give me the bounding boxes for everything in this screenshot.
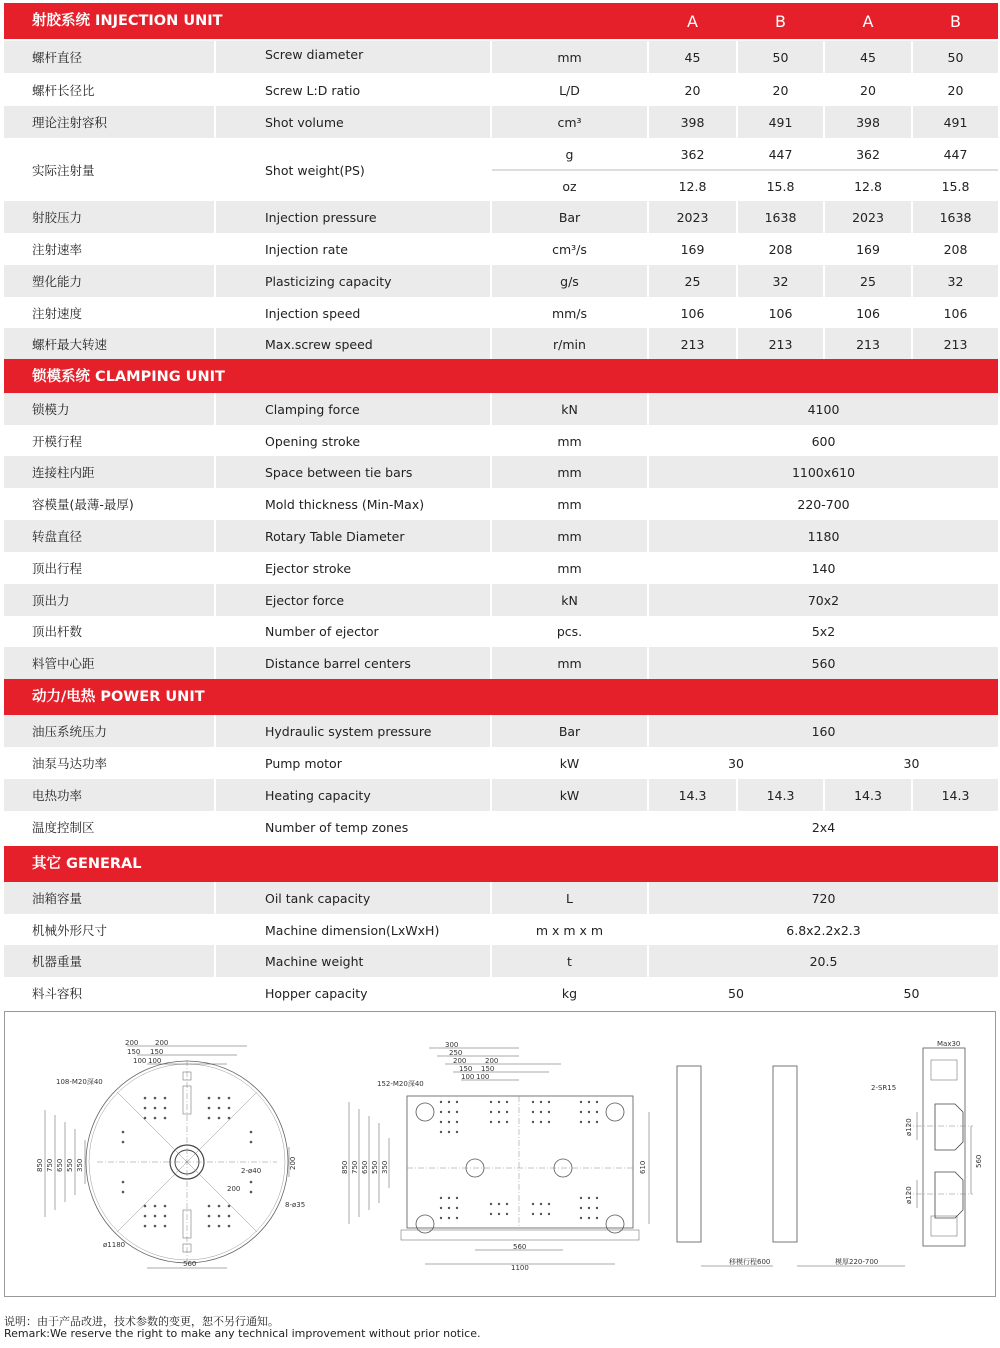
dim-label: ø1180 [103,1241,126,1249]
param-cn: 油箱容量 [32,891,83,906]
table-row [4,297,998,329]
value: 30 [728,755,744,771]
param-cn: 转盘直径 [32,529,83,544]
table-row [4,488,998,520]
table-row [4,584,998,616]
value: 169 [680,241,705,257]
value: 447 [943,146,968,162]
param-en: Injection rate [265,241,348,257]
value: 2x4 [811,819,836,835]
table-row [4,201,998,233]
value: 362 [680,146,705,162]
value: 14.3 [941,787,970,803]
value: 14.3 [766,787,795,803]
table-row [4,328,998,360]
value: 106 [680,305,705,321]
dim-label: 150 [481,1065,495,1073]
dim-label: 200 [227,1185,241,1193]
value: 213 [856,336,880,352]
value: 2023 [676,209,709,225]
value: 560 [811,655,836,671]
table-row [4,747,998,779]
dim-label: 100 [461,1073,475,1081]
value: 5x2 [811,623,836,639]
section-title: 动力/电热 POWER UNIT [32,689,205,705]
param-en: Shot weight(PS) [265,162,365,178]
param-cn: 射胶压力 [32,210,83,225]
param-unit: r/min [553,336,586,352]
value: 32 [772,273,789,289]
dim-label: 200 [485,1057,499,1065]
param-cn: 机器重量 [32,954,83,969]
param-cn: 容模量(最薄-最厚) [32,497,134,512]
dim-label: 560 [183,1260,197,1268]
table-row [4,945,998,977]
param-unit: mm [557,528,582,544]
side-view-drawing [871,1040,983,1246]
remark-en: Remark:We reserve the right to make any technical improvement without prior notice. [4,1327,481,1340]
dim-label: 750 [351,1160,359,1174]
param-unit: mm [557,49,582,65]
dim-label: 200 [453,1057,467,1065]
param-unit: m x m x m [535,922,604,938]
value: 140 [811,560,836,576]
table-row [4,456,998,488]
value: 1638 [939,209,972,225]
param-unit: mm [557,655,582,671]
dim-label: 560 [513,1243,527,1251]
param-cn: 螺杆长径比 [32,83,95,98]
hole-note: 8-ø35 [285,1201,306,1209]
param-unit: mm [557,433,582,449]
param-unit: t [567,953,572,969]
dim-label: ø120 [905,1118,913,1136]
table-row [4,520,998,552]
table-row [4,882,998,914]
dim-label: 850 [341,1160,349,1174]
value: 20 [860,82,876,98]
value: 20 [684,82,701,98]
value: 220-700 [797,496,850,512]
table-row [4,41,998,73]
param-en: Distance barrel centers [265,655,411,671]
value: 14.3 [854,787,882,803]
param-unit: kN [561,401,578,417]
param-cn: 注射速度 [32,306,83,321]
drawings-svg [5,1012,995,1296]
dim-label: 移模行程600 [729,1258,771,1266]
param-cn: 顶出行程 [32,561,83,576]
param-en: Pump motor [265,755,342,771]
hole-note: 108-M20深40 [56,1078,103,1086]
dim-label: 200 [155,1039,169,1047]
param-unit: mm [557,464,582,480]
table-row [4,811,998,843]
param-unit: cm³ [557,114,582,130]
param-en: Machine weight [265,953,364,969]
value: 25 [684,273,701,289]
dim-label: 2-SR15 [871,1084,897,1092]
value: 6.8x2.2x2.3 [786,922,861,938]
dim-label: 150 [150,1048,164,1056]
param-cn: 理论注射容积 [32,115,108,130]
param-en: Number of ejector [265,623,379,639]
dim-label: 350 [76,1158,84,1172]
section-header-general [4,846,998,882]
param-en: Oil tank capacity [265,890,371,906]
value: 491 [768,114,793,130]
dim-label: 250 [449,1049,463,1057]
value: 12.8 [678,178,707,194]
value: 45 [860,49,876,65]
platen-drawing [341,1041,649,1272]
param-unit: pcs. [556,623,583,639]
param-en: Screw diameter [265,47,364,62]
param-en: Machine dimension(LxWxH) [265,922,440,938]
table-row [4,647,998,679]
value: 70x2 [807,592,840,608]
value: 398 [856,114,880,130]
dim-label: 650 [361,1160,369,1174]
table-row [4,552,998,584]
param-cn: 塑化能力 [32,274,83,289]
table-row [4,615,998,647]
value: 15.8 [766,178,795,194]
param-cn: 温度控制区 [32,820,95,835]
table-row [4,233,998,265]
dim-label: 350 [381,1160,389,1174]
dim-label: 300 [445,1041,459,1049]
dim-label: 150 [127,1048,141,1056]
col-header-b: B [775,12,786,31]
table-row [4,977,998,1009]
value: 12.8 [854,178,882,194]
param-unit: g/s [560,273,579,289]
param-cn: 机械外形尺寸 [32,923,108,938]
table-row [4,74,998,106]
value: 362 [856,146,880,162]
dim-label: 模厚220-700 [835,1258,879,1266]
dim-label: 1100 [511,1264,529,1272]
dim-label: 650 [56,1158,64,1172]
remark-cn: 说明：由于产品改进，技术参数的变更，恕不另行通知。 [4,1315,279,1328]
dim-label: 200 [289,1156,297,1170]
value: 213 [943,336,968,352]
stroke-drawing [677,1066,905,1266]
value: 600 [811,433,836,449]
param-unit: L/D [559,82,580,98]
value: 160 [811,723,836,739]
param-unit: kW [559,787,580,803]
section-header-injection [4,3,998,39]
param-en: Injection pressure [265,209,377,225]
dim-label: 100 [476,1073,490,1081]
value: 2023 [852,209,884,225]
table-row [4,106,998,138]
param-en: Shot volume [265,114,344,130]
param-en: Injection speed [265,305,361,321]
value: 106 [943,305,968,321]
param-en: Heating capacity [265,787,371,803]
value: 20 [772,82,789,98]
param-cn: 顶出力 [32,593,70,608]
hole-note: 152-M20深40 [377,1080,424,1088]
param-unit: kg [561,985,578,1001]
value: 208 [943,241,968,257]
table-row [4,914,998,946]
dim-label: 610 [639,1160,647,1174]
value: 720 [811,890,836,906]
value: 208 [768,241,793,257]
dim-label: 550 [371,1160,379,1174]
param-en: Clamping force [265,401,360,417]
value: 213 [680,336,705,352]
value: 491 [943,114,968,130]
dim-label: 750 [46,1158,54,1172]
param-en: Hydraulic system pressure [265,723,432,739]
param-cn: 注射速率 [32,242,83,257]
param-unit: mm/s [551,305,588,321]
param-en: Mold thickness (Min-Max) [265,496,425,512]
table-row [4,393,998,425]
value: 1180 [807,528,840,544]
value: 30 [903,755,920,771]
table-row [4,265,998,297]
param-cn: 螺杆直径 [32,50,83,65]
value: 50 [728,985,744,1001]
dim-label: 550 [66,1158,74,1172]
value: 25 [860,273,876,289]
value: 45 [684,49,701,65]
value: 1100x610 [791,464,856,480]
param-cn: 油泵马达功率 [32,756,108,771]
value: 169 [856,241,880,257]
param-unit: kN [561,592,578,608]
value: 106 [856,305,880,321]
param-en: Opening stroke [265,433,361,449]
param-unit: cm³/s [552,241,587,257]
param-cn: 实际注射量 [32,163,95,178]
param-unit: L [566,890,573,906]
dim-label: 100 [148,1057,162,1065]
value: 20 [947,82,964,98]
param-en: Rotary Table Diameter [265,528,405,544]
section-header-power [4,679,998,715]
section-title: 锁模系统 CLAMPING UNIT [32,369,225,385]
param-en: Ejector force [265,592,345,608]
param-unit: Bar [558,209,581,225]
param-en: Screw L:D ratio [265,82,361,98]
dim-label: 560 [975,1154,983,1168]
param-cn: 油压系统压力 [32,724,108,739]
param-en: Plasticizing capacity [265,273,392,289]
dim-label: 200 [125,1039,139,1047]
value: 50 [947,49,964,65]
section-title: 其它 GENERAL [32,856,142,872]
param-cn: 料斗容积 [32,986,83,1001]
value: 447 [768,146,793,162]
value: 4100 [807,401,840,417]
param-cn: 连接柱内距 [32,465,95,480]
param-en: Ejector stroke [265,560,352,576]
param-unit: mm [557,496,582,512]
section-title: 射胶系统 INJECTION UNIT [32,13,223,29]
param-cn: 锁模力 [32,402,70,417]
dim-label: 850 [36,1158,44,1172]
rotary-table-drawing [36,1039,305,1268]
param-cn: 开模行程 [32,434,83,449]
param-unit: kW [559,755,580,771]
value: 398 [680,114,705,130]
param-unit: Bar [558,723,581,739]
param-unit: g [565,146,574,162]
technical-drawings [4,1011,996,1297]
col-header-a: A [862,12,874,31]
hole-note: 2-ø40 [241,1167,262,1175]
value: 15.8 [941,178,970,194]
value: 14.3 [678,787,707,803]
value: 32 [947,273,964,289]
value: 20.5 [809,953,838,969]
param-en: Number of temp zones [265,819,409,835]
dim-label: ø120 [905,1186,913,1204]
table-row [4,779,998,811]
param-unit: oz [562,178,577,194]
value: 106 [768,305,793,321]
dim-label: 150 [459,1065,473,1073]
param-en: Space between tie bars [265,464,413,480]
table-row-shot-weight [4,138,998,202]
param-en: Hopper capacity [265,985,368,1001]
value: 213 [768,336,793,352]
value: 50 [903,985,920,1001]
value: 1638 [764,209,797,225]
param-cn: 螺杆最大转速 [32,337,108,352]
param-unit: mm [557,560,582,576]
param-unit [492,811,647,843]
col-header-a: A [687,12,698,31]
param-cn: 料管中心距 [32,656,95,671]
col-header-b: B [950,12,961,31]
table-row [4,715,998,747]
dim-label: Max30 [937,1040,961,1048]
dim-label: 100 [133,1057,147,1065]
table-row [4,425,998,457]
param-cn: 电热功率 [32,788,83,803]
value: 50 [772,49,789,65]
param-cn: 顶出杆数 [32,624,83,639]
section-header-clamping [4,359,998,395]
param-en: Max.screw speed [265,336,373,352]
